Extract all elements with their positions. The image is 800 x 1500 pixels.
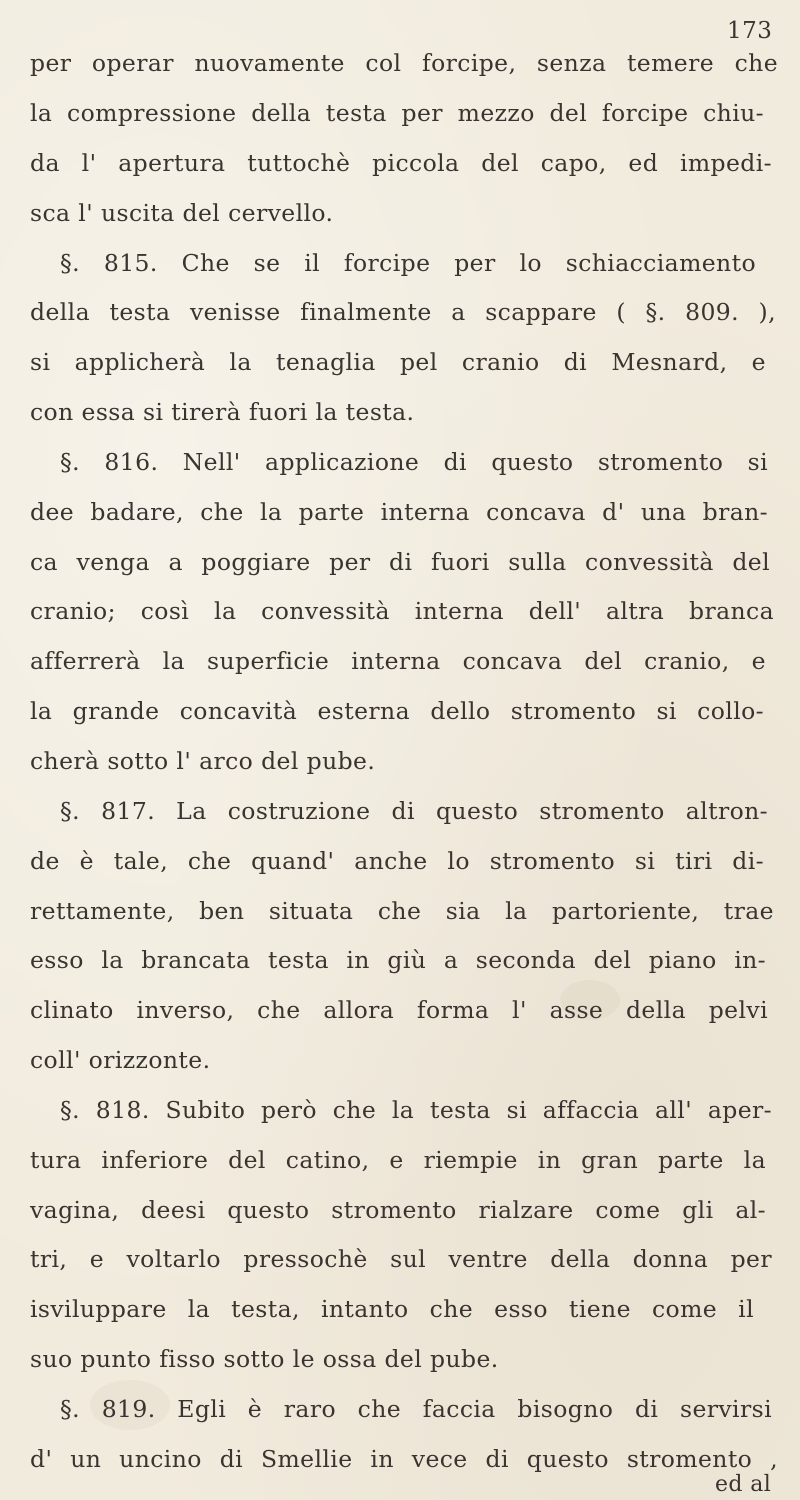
text-line: rettamente, ben situata che sia la partoriente, trae — [30, 897, 774, 925]
text-line: la compressione della testa per mezzo del forcipe chiu- — [30, 99, 764, 127]
text-line: d' un uncino di Smellie in vece di questo stromento , — [30, 1445, 778, 1473]
text-line: sca l' uscita del cervello. — [30, 199, 334, 227]
text-line: clinato inverso, che allora forma l' asse della pelvi — [30, 996, 768, 1024]
text-line: coll' orizzonte. — [30, 1046, 211, 1074]
text-line: §. 819. Egli è raro che faccia bisogno di servirsi — [60, 1395, 772, 1423]
text-line: afferrerà la superficie interna concava del cranio, e — [30, 647, 766, 675]
text-line: per operar nuovamente col forcipe, senza temere che — [30, 49, 778, 77]
text-line: suo punto fisso sotto le ossa del pube. — [30, 1345, 499, 1373]
text-line: dee badare, che la parte interna concava d' una bran- — [30, 498, 768, 526]
text-line: cranio; così la convessità interna dell' altra branca — [30, 597, 774, 625]
text-line: tura inferiore del catino, e riempie in gran parte la — [30, 1146, 766, 1174]
catchword: ed al — [715, 1472, 772, 1497]
text-line: de è tale, che quand' anche lo stromento si tiri di- — [30, 847, 764, 875]
text-line: da l' apertura tuttochè piccola del capo, ed impedi- — [30, 149, 772, 177]
text-line: isviluppare la testa, intanto che esso tiene come il — [30, 1295, 754, 1323]
text-line: della testa venisse finalmente a scappare ( §. 809. ), — [30, 298, 776, 326]
text-line: §. 817. La costruzione di questo stromento altron- — [60, 797, 768, 825]
text-line: ca venga a poggiare per di fuori sulla convessità del — [30, 548, 770, 576]
page-number: 173 — [727, 18, 773, 44]
text-line: cherà sotto l' arco del pube. — [30, 747, 376, 775]
text-line: §. 818. Subito però che la testa si affaccia all' aper- — [60, 1096, 772, 1124]
text-line: §. 815. Che se il forcipe per lo schiacciamento — [60, 249, 756, 277]
text-line: vagina, deesi questo stromento rialzare come gli al- — [30, 1196, 766, 1224]
text-line: esso la brancata testa in giù a seconda del piano in- — [30, 946, 766, 974]
text-line: con essa si tirerà fuori la testa. — [30, 398, 415, 426]
text-line: tri, e voltarlo pressochè sul ventre della donna per — [30, 1245, 772, 1273]
text-line: la grande concavità esterna dello stromento si collo- — [30, 697, 764, 725]
text-line: si applicherà la tenaglia pel cranio di Mesnard, e — [30, 348, 766, 376]
text-line: §. 816. Nell' applicazione di questo stromento si — [60, 448, 768, 476]
